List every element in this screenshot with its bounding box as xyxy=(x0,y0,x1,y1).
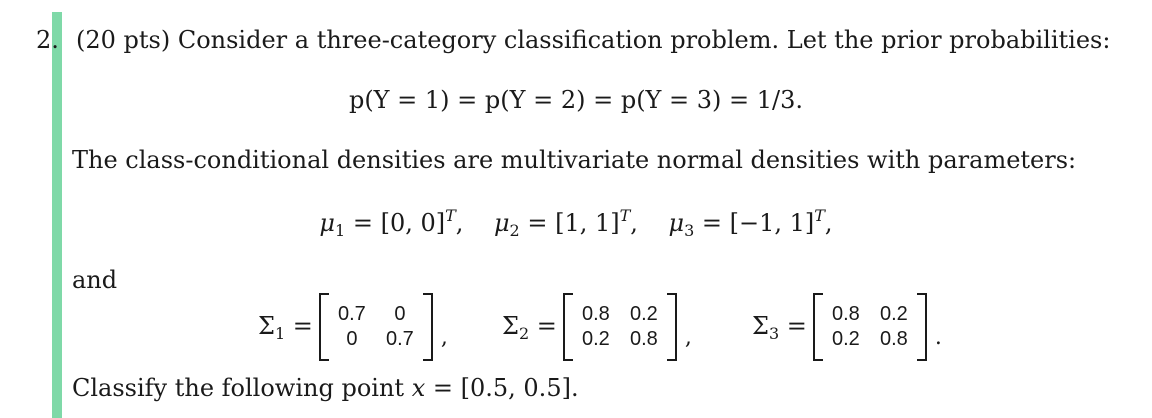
matrix-cell: 0.7 xyxy=(338,303,366,325)
matrix-cell: 0 xyxy=(346,328,358,350)
matrix-cell: 0.8 xyxy=(832,303,860,325)
mean-2: $\mu_2 = [1$, 1]$^T$, xyxy=(493,206,638,240)
left-bracket xyxy=(319,293,329,361)
sigma-1: $\Sigma_1$ = 0.7 0 0 0.7 , xyxy=(258,290,448,364)
mean-vectors xyxy=(0,206,1152,240)
sigma-3-matrix xyxy=(831,303,909,351)
matrix-cell: 0.2 xyxy=(630,303,658,325)
matrix-cell: 0 xyxy=(394,303,406,325)
problem-number: 2. xyxy=(36,26,59,54)
sigma-2: $\Sigma_2$ = 0.8 0.2 0.2 0.8 , xyxy=(502,290,692,364)
classify-line: Classify the following point x = [0.5, 0.5]. xyxy=(72,374,579,402)
left-bracket xyxy=(813,293,823,361)
right-bracket xyxy=(667,293,677,361)
mean-1: $\mu_1 = [0$, 0]$^T$, xyxy=(319,206,464,240)
right-bracket xyxy=(917,293,927,361)
sigma-1-matrix xyxy=(337,303,415,351)
matrix-cell: 0.7 xyxy=(386,328,414,350)
right-bracket xyxy=(423,293,433,361)
matrix-cell: 0.8 xyxy=(630,328,658,350)
matrix-cell: 0.8 xyxy=(880,328,908,350)
classify-prefix: Classify the following point xyxy=(72,374,405,402)
and-word: and xyxy=(72,266,118,294)
prior-equation: p(Y = 1) = p(Y = 2) = p(Y = 3) = 1/3. xyxy=(348,86,804,114)
covariance-matrices xyxy=(0,290,1152,364)
sigma-2-matrix xyxy=(581,303,659,351)
mean-3: $\mu_3 = [-1$, 1]$^T$, xyxy=(668,206,833,240)
densities-text: The class-conditional densities are multivariate normal densities with parameters: xyxy=(72,146,1077,174)
matrix-cell: 0.2 xyxy=(832,328,860,350)
matrix-cell: 0.2 xyxy=(880,303,908,325)
matrix-cell: 0.8 xyxy=(582,303,610,325)
left-bracket xyxy=(563,293,573,361)
matrix-cell: 0.2 xyxy=(582,328,610,350)
problem-intro: (20 pts) Consider a three-category classification problem. Let the prior probabilities: xyxy=(76,26,1111,54)
classify-point: [0.5, 0.5]. xyxy=(460,374,579,402)
sigma-3: $\Sigma_3$ = 0.8 0.2 0.2 0.8 . xyxy=(752,290,942,364)
